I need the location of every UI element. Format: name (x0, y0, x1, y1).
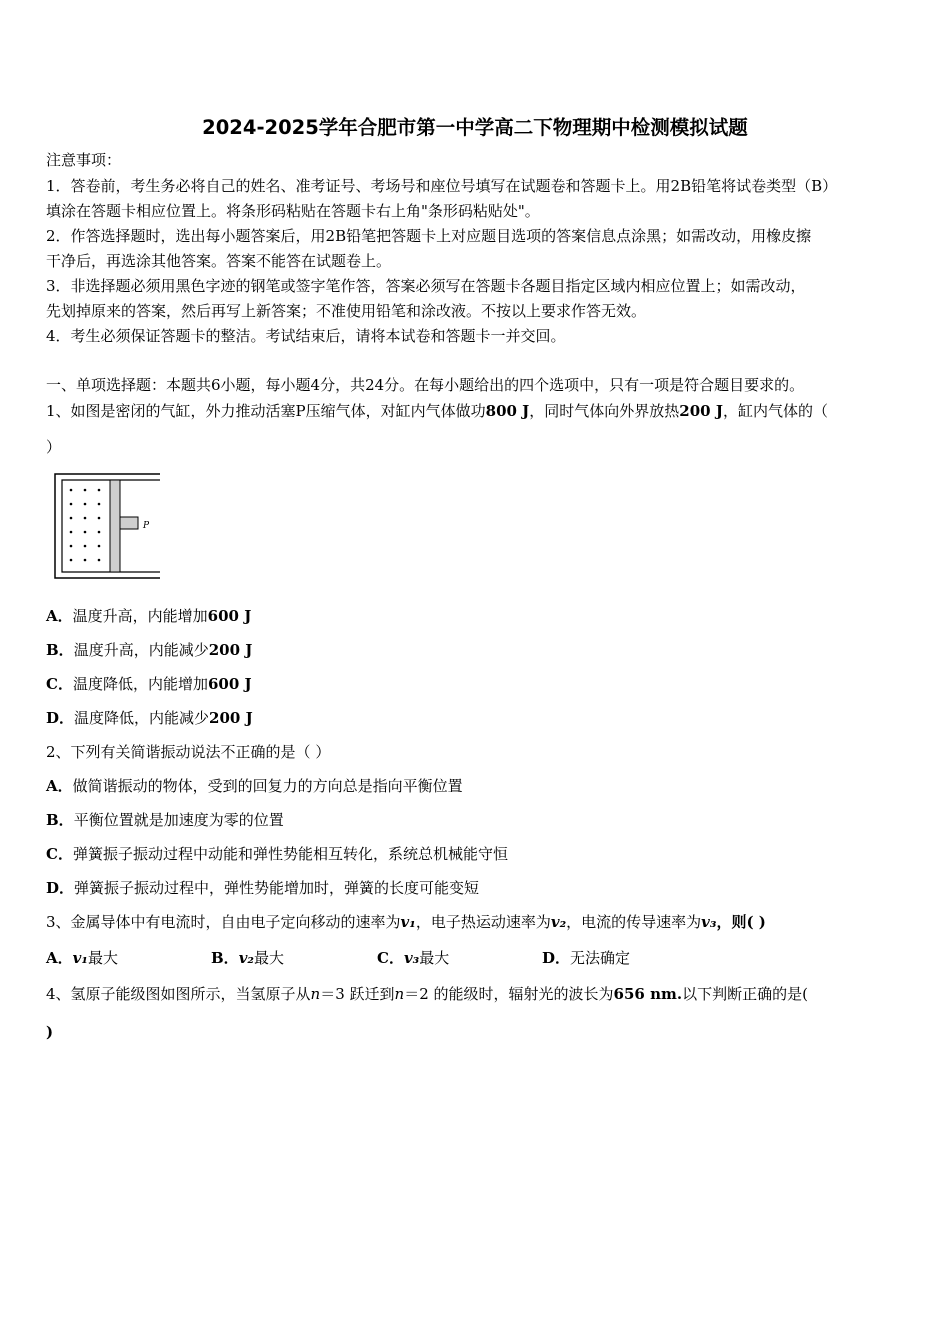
q2-option-d: D．弹簧振子振动过程中，弹性势能增加时，弹簧的长度可能变短 (46, 879, 480, 897)
section-heading: 一、单项选择题：本题共6小题，每小题4分，共24分。在每小题给出的四个选项中，只有一项是符合题目要求的。 (46, 376, 805, 394)
question-1-stem-cont: ） (46, 438, 62, 456)
q3-option-d: D．无法确定 (542, 949, 631, 967)
notice-line: 4．考生必须保证答题卡的整洁。考试结束后，请将本试卷和答题卡一并交回。 (46, 327, 566, 345)
page-title: 2024-2025学年合肥市第一中学高二下物理期中检测模拟试题 (202, 116, 748, 139)
question-4-stem-cont: ) (46, 1023, 54, 1041)
q1-option-b: B．温度升高，内能减少200 J (46, 641, 253, 659)
q1-option-a: A．温度升高，内能增加600 J (46, 607, 252, 625)
gas-cylinder-figure (52, 470, 167, 589)
q2-option-b: B．平衡位置就是加速度为零的位置 (46, 811, 284, 829)
q1-option-c: C．温度降低，内能增加600 J (46, 675, 252, 693)
notice-line: 1．答卷前，考生务必将自己的姓名、准考证号、考场号和座位号填写在试题卷和答题卡上。用2B铅笔将试卷类型（B） (46, 177, 838, 195)
q2-option-c: C．弹簧振子振动过程中动能和弹性势能相互转化，系统总机械能守恒 (46, 845, 508, 863)
q2-option-a: A．做简谐振动的物体，受到的回复力的方向总是指向平衡位置 (46, 777, 463, 795)
question-1-stem: 1、如图是密闭的气缸，外力推动活塞P压缩气体，对缸内气体做功800 J，同时气体向外界放热200 J，缸内气体的（ (46, 402, 828, 420)
notice-line: 2．作答选择题时，选出每小题答案后，用2B铅笔把答题卡上对应题目选项的答案信息点涂黑；如需改动，用橡皮擦 (46, 227, 812, 245)
question-4-stem: 4、氢原子能级图如图所示，当氢原子从n＝3 跃迁到n＝2 的能级时，辐射光的波长为656 nm.以下判断正确的是( (46, 985, 808, 1003)
notice-heading: 注意事项： (46, 151, 122, 169)
q3-option-b: B．v₂最大 (211, 949, 284, 967)
notice-line: 3．非选择题必须用黑色字迹的钢笔或签字笔作答，答案必须写在答题卡各题目指定区域内相应位置上；如需改动， (46, 277, 806, 295)
question-2-stem: 2、下列有关简谐振动说法不正确的是（ ） (46, 743, 331, 761)
q1-option-d: D．温度降低，内能减少200 J (46, 709, 253, 727)
notice-line: 填涂在答题卡相应位置上。将条形码粘贴在答题卡右上角"条形码粘贴处"。 (46, 202, 540, 220)
q3-option-c: C．v₃最大 (377, 949, 450, 967)
question-3-stem: 3、金属导体中有电流时，自由电子定向移动的速率为v₁，电子热运动速率为v₂，电流的传导速率为v₃，则( ) (46, 913, 766, 931)
piston-label: P (143, 521, 150, 531)
q3-option-a: A．v₁最大 (46, 949, 118, 967)
notice-line: 先划掉原来的答案，然后再写上新答案；不准使用铅笔和涂改液。不按以上要求作答无效。 (46, 302, 647, 320)
notice-line: 干净后，再选涂其他答案。答案不能答在试题卷上。 (46, 252, 392, 270)
